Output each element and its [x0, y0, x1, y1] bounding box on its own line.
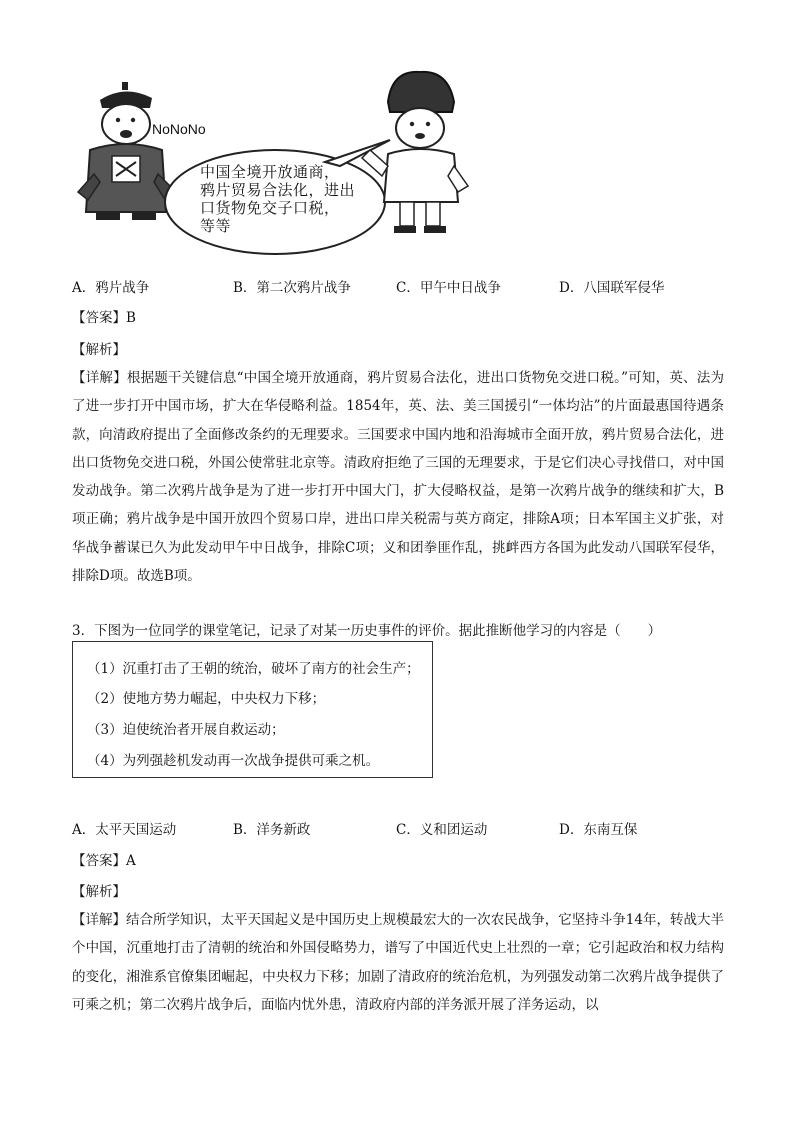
q2-detail-paragraph	[72, 364, 724, 590]
q2-detail-text: 根据题干关键信息“中国全境开放通商，鸦片贸易合法化，进出口货物免交进口税。”可知，英、法为了进一步打开中国市场，扩大在华侵略利益。1854年，英、法、美三国援引“一体均沾”的片面最惠国待遇条款，向清政府提出了全面修改条约的无理要求。三国要求中国内地和沿海城市全面开放，鸦片贸易合法化，进出口货物免交进口税，外国公使常驻北京等。清政府拒绝了三国的无理要求，于是它们决心寻找借口，对中国发动战争。第二次鸦片战争是为了进一步打开中国大门，扩大侵略权益，是第一次鸦片战争的继续和扩大，B项正确；鸦片战争是中国开放四个贸易口岸，进出口岸关税需与英方商定，排除A项；日本军国主义扩张，对华战争蓄谋已久为此发动甲午中日战争，排除C项；义和团拳匪作乱，挑衅西方各国为此发动八国联军侵华，排除D项。故选B项。	[72, 370, 724, 585]
q2-option-d: D．八国联军侵华	[559, 280, 665, 296]
q3-option-a: A．太平天国运动	[72, 822, 177, 838]
speech-line: 中国全境开放通商，	[200, 163, 340, 181]
q3-stem: 3．下图为一位同学的课堂笔记，记录了对某一历史事件的评价。据此推断他学习的内容是（ ）	[72, 623, 662, 639]
q3-note-3: （3）迫使统治者开展自救运动；	[87, 722, 285, 738]
speech-line: 口货物免交子口税，	[200, 199, 340, 217]
speech-line: 鸦片贸易合法化，进出	[200, 181, 356, 199]
q2-options	[72, 276, 752, 296]
q2-detail-label: 【详解】	[72, 370, 127, 386]
q3-options	[72, 818, 752, 838]
cartoon-left-label: NoNoNo	[152, 121, 206, 137]
q3-detail-paragraph	[72, 906, 724, 1019]
q3-detail-text: 结合所学知识，太平天国起义是中国历史上规模最宏大的一次农民战争，它坚持斗争14年，转战大半个中国，沉重地打击了清朝的统治和外国侵略势力，谱写了中国近代史上壮烈的一章；它引起政治和权力结构的变化，湘淮系官僚集团崛起，中央权力下移；加剧了清政府的统治危机，为列强发动第二次鸦片战争提供了可乘之机；第二次鸦片战争后，面临内忧外患，清政府内部的洋务派开展了洋务运动，以	[72, 912, 724, 1013]
q3-notes-box	[72, 641, 433, 778]
q2-analysis-label: 【解析】	[72, 342, 126, 358]
q3-note-1: （1）沉重打击了王朝的统治，破坏了南方的社会生产；	[87, 661, 420, 677]
q3-option-c: C．义和团运动	[396, 822, 488, 838]
q2-option-c: C．甲午中日战争	[396, 280, 501, 296]
q3-detail-label: 【详解】	[72, 912, 127, 928]
q3-analysis-label: 【解析】	[72, 884, 126, 900]
q3-option-b: B．洋务新政	[233, 822, 311, 838]
q3-option-d: D．东南互保	[559, 822, 638, 838]
q3-note-2: （2）使地方势力崛起，中央权力下移；	[87, 691, 326, 707]
q3-answer: 【答案】A	[72, 853, 136, 869]
qing-official-figure	[78, 82, 174, 220]
q2-answer: 【答案】B	[72, 310, 136, 326]
q3-note-4: （4）为列强趁机发动再一次战争提供可乘之机。	[87, 753, 380, 769]
speech-bubble-text	[200, 163, 370, 235]
q2-option-b: B．第二次鸦片战争	[233, 280, 351, 296]
speech-line: 等等	[200, 217, 232, 235]
q2-option-a: A．鸦片战争	[72, 280, 150, 296]
